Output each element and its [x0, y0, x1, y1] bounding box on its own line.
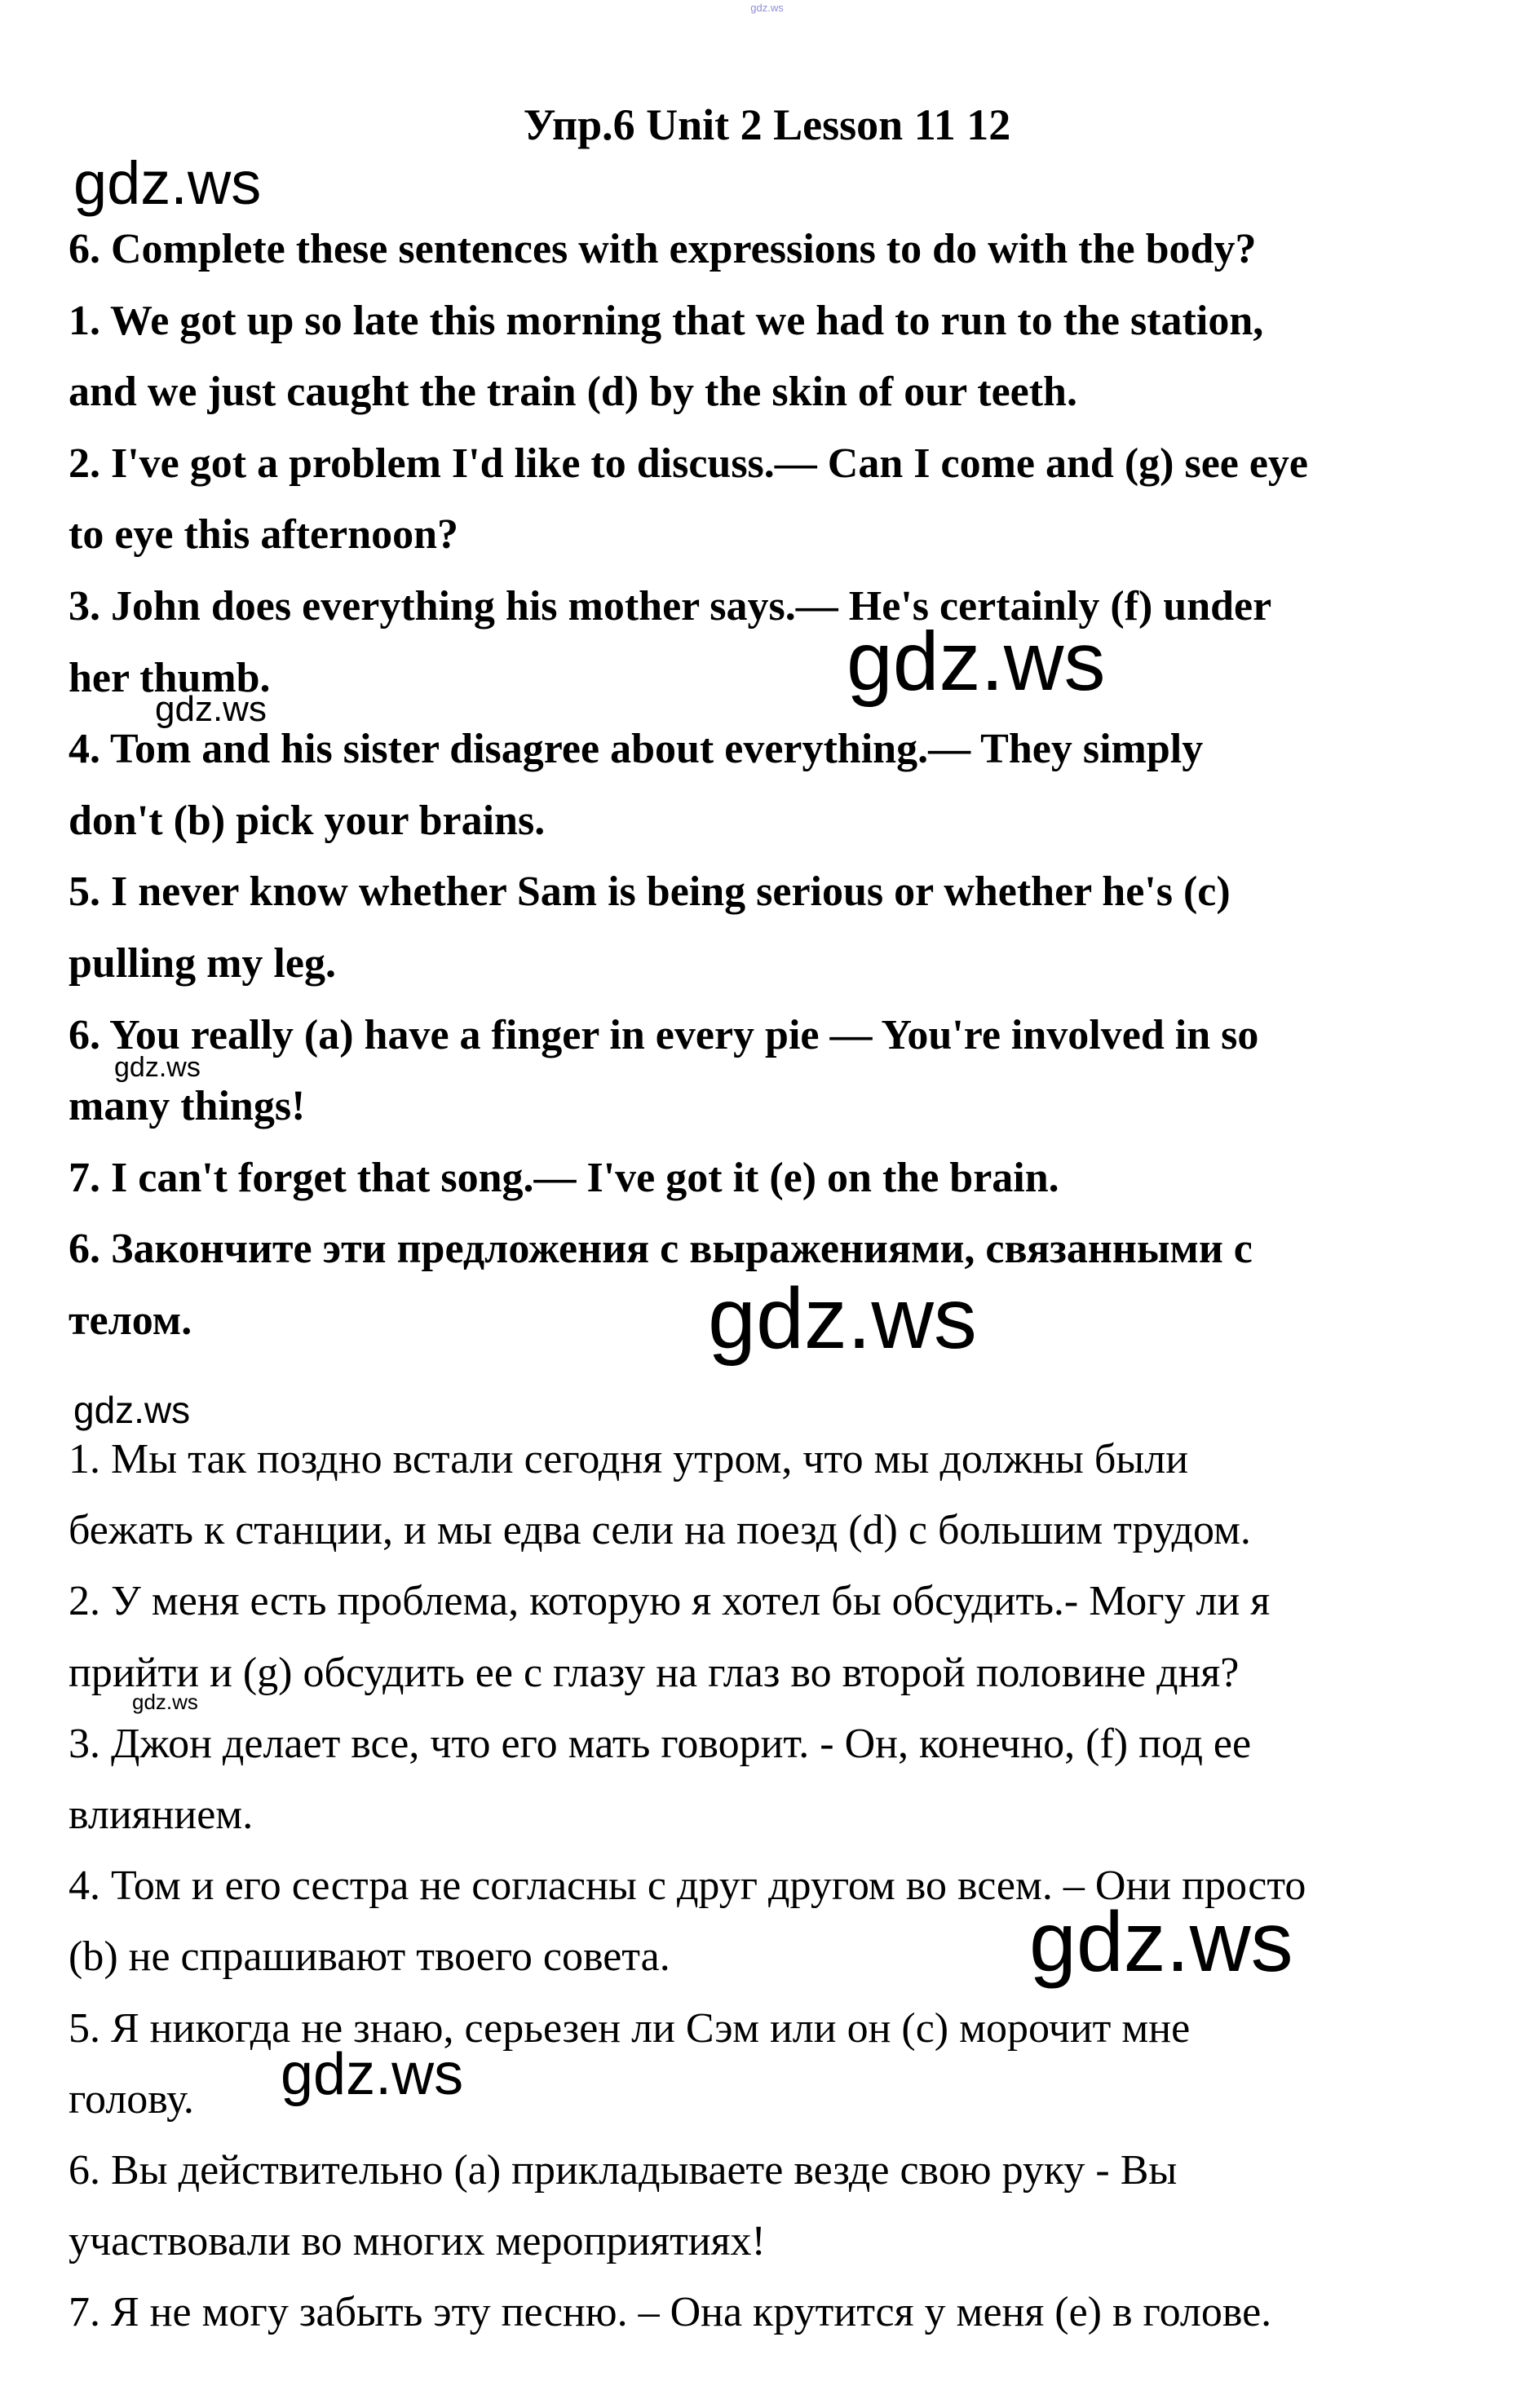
watermark: gdz.ws	[847, 615, 1106, 708]
russian-line: 3. Джон делает все, что его мать говорит. - Он, конечно, (f) под ее	[69, 1720, 1252, 1767]
english-line: 2. I've got a problem I'd like to discuss.— Can I come and (g) see eye	[69, 440, 1309, 487]
watermark: gdz.ws	[132, 1690, 198, 1714]
english-line: 4. Tom and his sister disagree about everything.— They simply	[69, 726, 1204, 773]
watermark: gdz.ws	[281, 2042, 464, 2107]
watermark: gdz.ws	[73, 149, 262, 217]
russian-translation	[69, 1424, 1488, 2348]
english-line: and we just caught the train (d) by the skin of our teeth.	[69, 369, 1077, 416]
english-line: many things!	[69, 1083, 306, 1130]
english-line: don't (b) pick your brains.	[69, 797, 546, 844]
russian-instruction: 6. Закончите эти предложения с выражениями, связанными с	[69, 1226, 1253, 1273]
english-line: to eye this afternoon?	[69, 511, 459, 559]
english-line: 6. You really (a) have a finger in every pie — You're involved in so	[69, 1011, 1259, 1058]
english-line: 3. John does everything his mother says.— He's certainly (f) under	[69, 582, 1272, 630]
page-title: Упр.6 Unit 2 Lesson 11 12	[523, 100, 1011, 149]
english-exercise	[69, 214, 1488, 1357]
russian-line: влиянием.	[69, 1792, 254, 1839]
russian-line: участвовали во многих мероприятиях!	[69, 2218, 766, 2265]
watermark: gdz.ws	[114, 1052, 201, 1083]
russian-line: голову.	[69, 2075, 194, 2123]
english-line: 1. We got up so late this morning that we had to run to the station,	[69, 297, 1264, 344]
exercise-instruction: 6. Complete these sentences with expressions to do with the body?	[69, 226, 1257, 272]
russian-instruction: телом.	[69, 1297, 192, 1344]
russian-line: прийти и (g) обсудить ее с глазу на глаз во второй половине дня?	[69, 1649, 1240, 1696]
russian-line: 6. Вы действительно (a) прикладываете везде свою руку - Вы	[69, 2147, 1178, 2194]
english-line: her thumb.	[69, 654, 271, 701]
russian-line: 4. Том и его сестра не согласны с друг другом во всем. – Они просто	[69, 1862, 1306, 1910]
watermark: gdz.ws	[1029, 1895, 1293, 1990]
russian-line: 1. Мы так поздно встали сегодня утром, что мы должны были	[69, 1436, 1189, 1482]
russian-line: 2. У меня есть проблема, которую я хотел бы обсудить.- Могу ли я	[69, 1578, 1271, 1625]
english-line: 7. I can't forget that song.— I've got it (e) on the brain.	[69, 1154, 1059, 1201]
english-line: 5. I never know whether Sam is being serious or whether he's (c)	[69, 868, 1231, 916]
top-watermark: gdz.ws	[750, 2, 784, 14]
watermark: gdz.ws	[73, 1389, 191, 1431]
watermark: gdz.ws	[708, 1270, 977, 1367]
russian-line: 7. Я не могу забыть эту песню. – Она крутится у меня (e) в голове.	[69, 2289, 1272, 2336]
english-line: pulling my leg.	[69, 939, 336, 987]
russian-line: (b) не спрашивают твоего совета.	[69, 1933, 670, 1981]
watermark: gdz.ws	[155, 689, 267, 729]
russian-line: бежать к станции, и мы едва сели на поезд (d) с большим трудом.	[69, 1507, 1251, 1554]
russian-line: 5. Я никогда не знаю, серьезен ли Сэм или он (c) морочит мне	[69, 2004, 1191, 2052]
